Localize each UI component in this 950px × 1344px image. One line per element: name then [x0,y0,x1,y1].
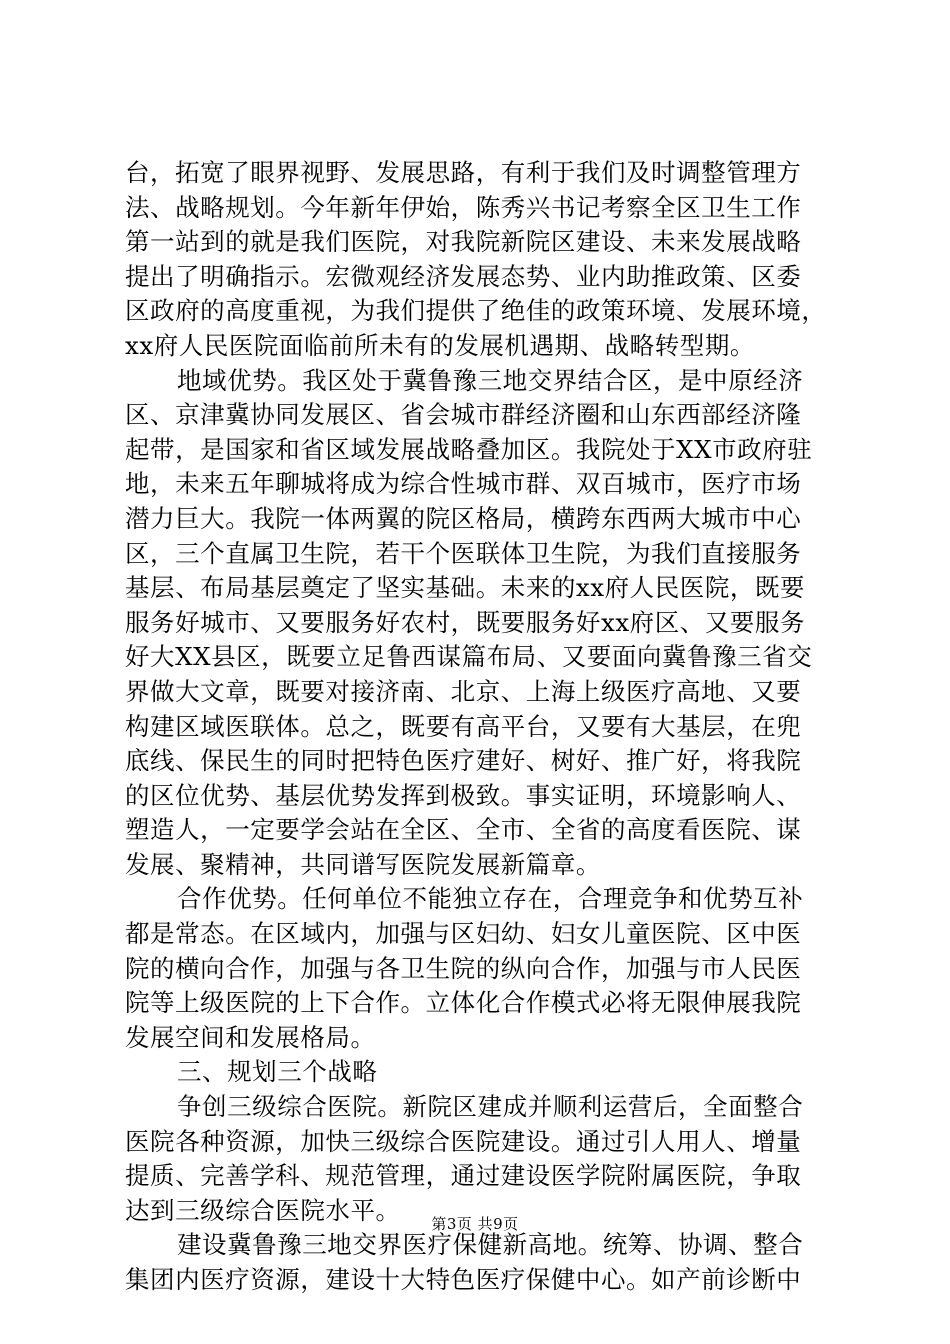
text-line: 塑造人，一定要学会站在全区、全市、全省的高度看医院、谋 [125,815,802,845]
text-line: 好大XX县区，既要立足鲁西谋篇布局、又要面向冀鲁豫三省交 [125,642,813,672]
text-line: xx府人民医院面临前所未有的发展机遇期、战略转型期。 [125,330,755,360]
text-line: 界做大文章，既要对接济南、北京、上海上级医疗高地、又要 [125,676,802,706]
text-line: 地域优势。我区处于冀鲁豫三地交界结合区，是中原经济 [177,365,804,395]
text-line: 建设冀鲁豫三地交界医疗保健新高地。统筹、协调、整合 [177,1230,804,1260]
text-line: 的区位优势、基层优势发挥到极致。事实证明，环境影响人、 [125,780,802,810]
text-line: 提质、完善学科、规范管理，通过建设医学院附属医院，争取 [125,1161,802,1191]
text-line: 发展空间和发展格局。 [125,1022,376,1052]
text-line: 法、战略规划。今年新年伊始，陈秀兴书记考察全区卫生工作 [125,192,802,222]
text-line: 集团内医疗资源，建设十大特色医疗保健中心。如产前诊断中 [125,1265,802,1294]
page-number: 第3页 共9页 [431,1215,519,1233]
page-footer [0,1214,950,1234]
text-line: 底线、保民生的同时把特色医疗建好、树好、推广好，将我院 [125,746,802,776]
text-line: 医院各种资源，加快三级综合医院建设。通过引人用人、增量 [125,1126,802,1156]
document-body [125,156,837,1298]
text-line: 院的横向合作，加强与各卫生院的纵向合作，加强与市人民医 [125,953,802,983]
text-line: 区政府的高度重视，为我们提供了绝佳的政策环境、发展环境， [125,296,827,326]
text-line: 构建区域医联体。总之，既要有高平台，又要有大基层，在兜 [125,711,802,741]
text-line: 起带，是国家和省区域发展战略叠加区。我院处于XX市政府驻 [125,434,813,464]
text-line: 都是常态。在区域内，加强与区妇幼、妇女儿童医院、区中医 [125,919,802,949]
text-line: 区、京津冀协同发展区、省会城市群经济圈和山东西部经济隆 [125,400,802,430]
text-line: 合作优势。任何单位不能独立存在，合理竞争和优势互补 [177,884,804,914]
text-line: 地，未来五年聊城将成为综合性城市群、双百城市，医疗市场 [125,469,802,499]
text-line: 发展、聚精神，共同谱写医院发展新篇章。 [125,849,601,879]
text-line: 基层、布局基层奠定了坚实基础。未来的xx府人民医院，既要 [125,573,806,603]
text-line: 三、规划三个战略 [177,1057,378,1087]
text-line: 潜力巨大。我院一体两翼的院区格局，横跨东西两大城市中心 [125,503,802,533]
text-line: 服务好城市、又要服务好农村，既要服务好xx府区、又要服务 [125,607,806,637]
text-line: 区，三个直属卫生院，若干个医联体卫生院，为我们直接服务 [125,538,802,568]
text-line: 第一站到的就是我们医院，对我院新院区建设、未来发展战略 [125,227,802,257]
text-line: 争创三级综合医院。新院区建成并顺利运营后，全面整合 [177,1092,804,1122]
text-line: 院等上级医院的上下合作。立体化合作模式必将无限伸展我院 [125,988,802,1018]
text-line: 提出了明确指示。宏微观经济发展态势、业内助推政策、区委 [125,261,802,291]
text-line: 达到三级综合医院水平。 [125,1195,401,1225]
text-line: 台，拓宽了眼界视野、发展思路，有利于我们及时调整管理方 [125,158,802,187]
